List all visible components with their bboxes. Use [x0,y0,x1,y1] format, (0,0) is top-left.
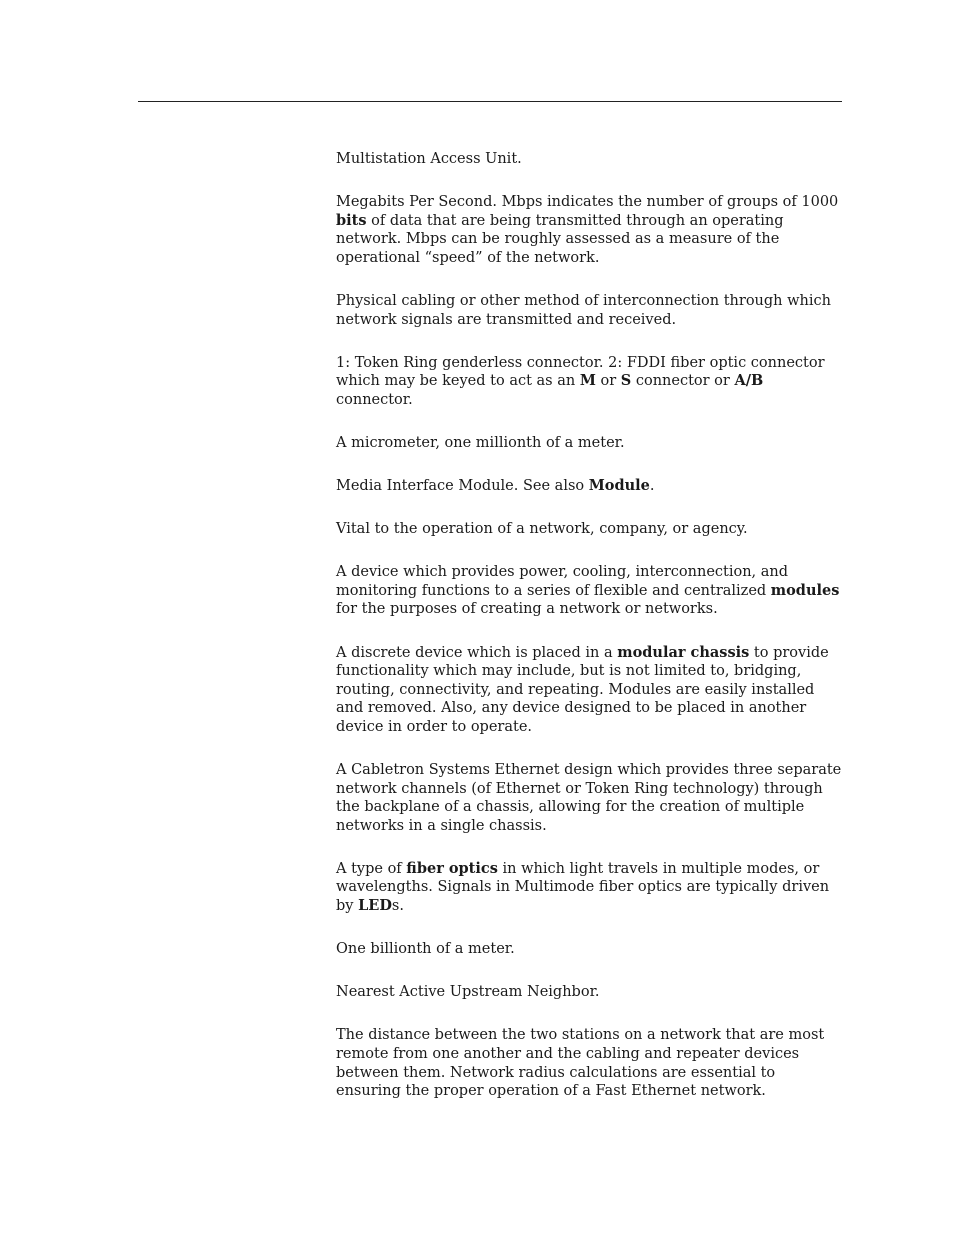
glossary-definition [336,563,842,619]
definition-text: A type of [336,860,407,877]
glossary-definition [336,292,842,329]
cross-reference-term: M [579,372,596,390]
definition-text: for the purposes of creating a network or networks. [336,601,718,618]
definition-text: Multistation Access Unit. [336,151,522,167]
cross-reference-term: S [620,372,632,390]
definition-text: or [595,373,621,390]
glossary-definition [336,644,842,737]
cross-reference-term: Module [588,477,650,495]
definition-text: Vital to the operation of a network, company, or agency. [336,521,748,538]
cross-reference-term: A/B [734,372,764,390]
cross-reference-term: fiber optics [406,859,498,877]
definition-text: s. [391,898,404,915]
glossary-definition [336,983,842,1002]
glossary-definition [336,354,842,410]
definition-text: of data that are being transmitted through an operating network. Mbps can be roughly assessed as a measure of the operational “speed” of the network. [336,212,784,266]
definition-text: to provide functionality which may include, but is not limited to, bridging, routing, connectivity, and repeating. Modules are easily installed and removed. Also, any device designed to be placed in another device in order to operate. [336,644,829,735]
definition-text: A micrometer, one millionth of a meter. [336,434,625,451]
definition-text: Physical cabling or other method of interconnection through which network signals are transmitted and received. [336,292,831,328]
definition-text: The distance between the two stations on a network that are most remote from one another and the cabling and repeater devices between them. Network radius calculations are essential to ensuring the proper operation of a Fast Ethernet network. [336,1027,825,1100]
glossary-definition [336,520,842,539]
definition-text: . [649,478,655,495]
cross-reference-term: bits [336,211,367,229]
glossary-definition [336,477,842,496]
definition-text: Nearest Active Upstream Neighbor. [336,984,600,1001]
definition-text: A discrete device which is placed in a [336,644,618,661]
definition-text: connector. [336,391,413,408]
header-rule [138,101,842,102]
cross-reference-term: LED [358,897,392,915]
definition-text: in which light travels in multiple modes, or wavelengths. Signals in Multimode fiber optics are typically driven by [336,860,830,915]
definition-text: One billionth of a meter. [336,941,515,958]
glossary-definition [336,1026,842,1100]
glossary-definition [336,193,842,267]
definition-text: 1: Token Ring genderless connector. 2: FDDI fiber optic connector which may be keyed to act as an [336,354,825,390]
cross-reference-term: modular chassis [617,643,750,661]
glossary-definitions [336,150,842,1125]
definition-text: Media Interface Module. See also [336,478,589,495]
definition-text: Megabits Per Second. Mbps indicates the number of groups of 1000 [336,194,839,211]
definition-text: A Cabletron Systems Ethernet design which provides three separate network channels (of Ethernet or Token Ring technology) through the backplane of a chassis, allowing for the creation of multiple networks in a single chassis. [336,761,842,834]
definition-text: connector or [631,373,735,390]
glossary-definition [336,860,842,916]
cross-reference-term: modules [770,581,840,599]
glossary-definition [336,761,842,835]
glossary-definition [336,940,842,959]
glossary-definition [336,150,842,169]
definition-text: A device which provides power, cooling, interconnection, and monitoring functions to a series of flexible and centralized [336,564,789,599]
glossary-definition [336,434,842,453]
